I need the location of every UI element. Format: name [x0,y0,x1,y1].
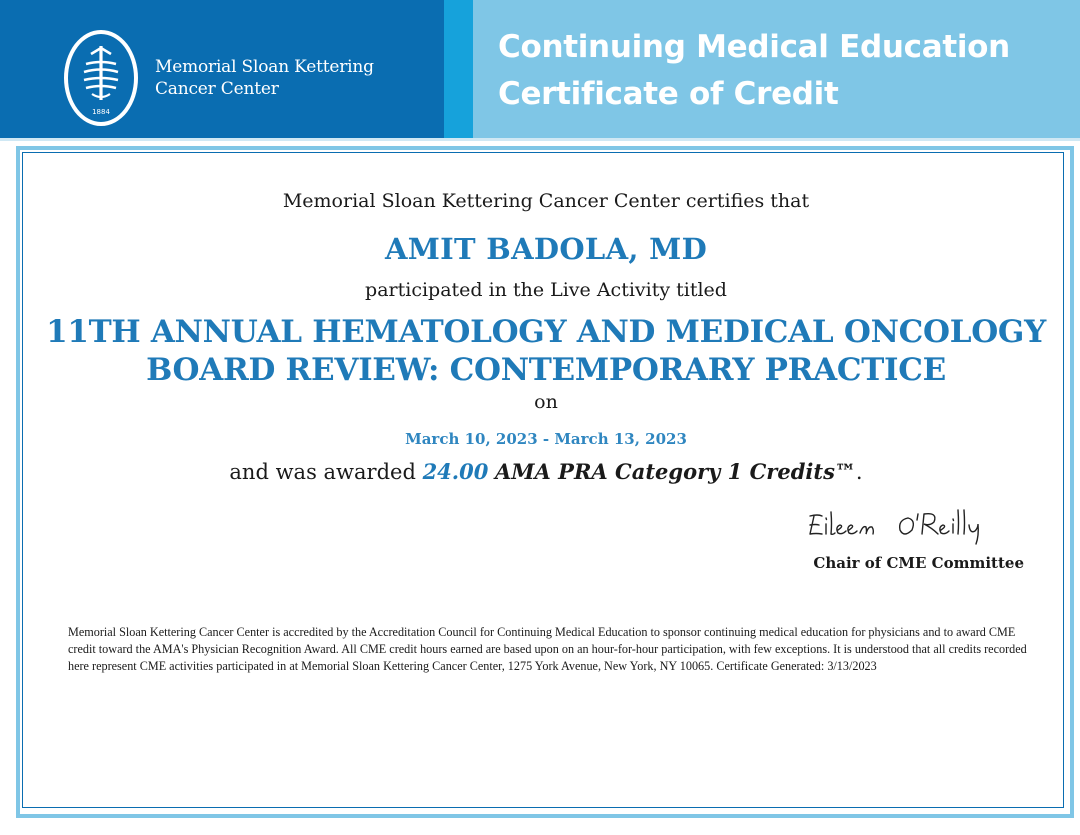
activity-title-line1: 11TH ANNUAL HEMATOLOGY AND MEDICAL ONCOLOGY [46,314,1046,350]
credit-amount: 24.00 [422,459,489,484]
certifies-statement: Memorial Sloan Kettering Cancer Center certifies that [282,190,810,212]
signature-title: Chair of CME Committee [813,554,1024,572]
header-divider [0,138,1080,141]
recipient-name: AMIT BADOLA, MD [384,232,708,266]
credit-type: AMA PRA Category 1 Credits™ [495,459,856,484]
logo-org-line2: Cancer Center [155,79,279,99]
participation-statement: participated in the Live Activity titled [365,279,727,301]
header-title-line1: Continuing Medical Education [498,29,1010,65]
header-logo-panel [0,0,444,138]
signature-image [800,500,1015,548]
awarded-suffix: . [855,460,863,484]
credits-statement [40,459,1052,484]
certificate-header [0,0,1080,140]
logo-org-line1: Memorial Sloan Kettering [155,57,374,77]
header-stripe [444,0,473,138]
activity-title-line2: BOARD REVIEW: CONTEMPORARY PRACTICE [146,352,946,388]
logo-wordmark [155,56,374,100]
header-title-panel [473,0,1080,138]
logo-year: 1884 [92,108,110,116]
header-title-line2: Certificate of Credit [498,76,839,112]
awarded-prefix: and was awarded [229,460,423,484]
header-title [498,24,1010,118]
accreditation-disclaimer: Memorial Sloan Kettering Cancer Center is accredited by the Accreditation Council for Continuing Medical Education to sponsor continuing medical education for physicians and to award CME credit toward the AMA's Physician Recognition Award. All CME credit hours earned are based upon on an hour-for-hour participation, with few exceptions. It is understood that all credits recorded here represent CME activities participated in at Memorial Sloan Kettering Cancer Center, 1275 York Avenue, New York, NY 10065. Certificate Generated: 3/13/2023 [68,625,1027,673]
activity-title [40,313,1052,389]
msk-logo-icon [64,30,138,126]
activity-dates: March 10, 2023 - March 13, 2023 [405,430,687,448]
on-label: on [534,391,558,413]
